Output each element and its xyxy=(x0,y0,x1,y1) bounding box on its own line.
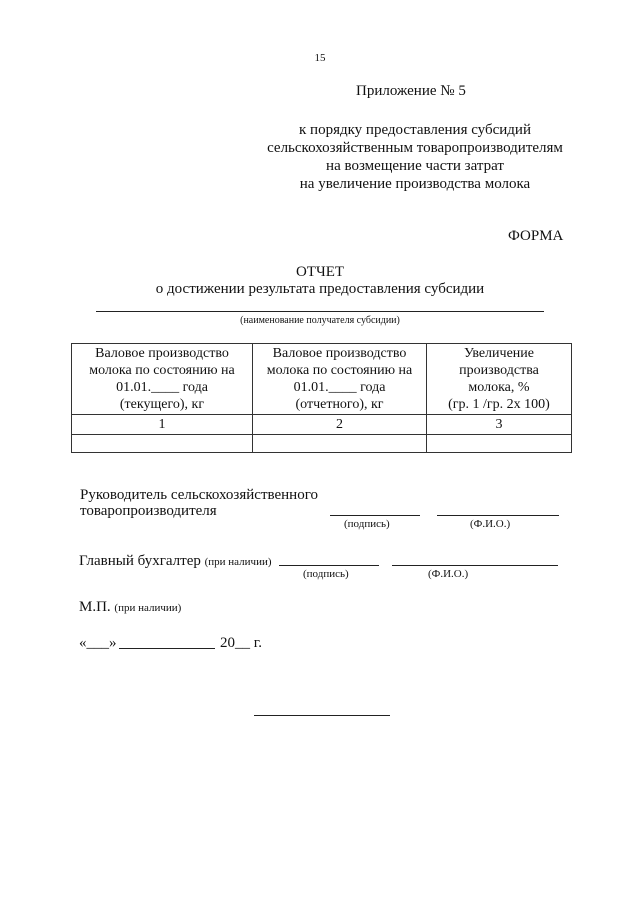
form-label: ФОРМА xyxy=(508,228,564,244)
column-number: 2 xyxy=(253,415,427,435)
accountant-title: Главный бухгалтер xyxy=(79,553,201,569)
table-cell[interactable] xyxy=(72,435,253,453)
column-number: 1 xyxy=(72,415,253,435)
page-number: 15 xyxy=(314,52,326,64)
column-number: 3 xyxy=(427,415,572,435)
appendix-title: Приложение № 5 xyxy=(356,83,466,99)
head-name-caption: (Ф.И.О.) xyxy=(470,518,511,530)
table-row xyxy=(72,435,572,453)
accountant-name-line[interactable] xyxy=(392,565,558,566)
date-year: 20__ г. xyxy=(220,635,262,651)
appendix-line-2: сельскохозяйственным товаропроизводителям xyxy=(267,140,563,156)
appendix-line-4: на увеличение производства молока xyxy=(299,176,531,192)
stamp-label xyxy=(79,598,181,616)
date-day: «___» xyxy=(79,635,117,651)
stamp-note: (при наличии) xyxy=(114,602,182,614)
header-cell-current: Валовое производство молока по состоянию на 01.01.____ года (текущего), кг xyxy=(72,344,253,415)
head-label-line-2: товаропроизводителя xyxy=(80,503,217,519)
head-signature-caption: (подпись) xyxy=(344,518,390,530)
report-table xyxy=(71,343,572,453)
accountant-signature-caption: (подпись) xyxy=(303,568,349,580)
bottom-divider xyxy=(254,715,390,716)
report-subtitle: о достижении результата предоставления субсидии xyxy=(155,281,485,297)
stamp-title: М.П. xyxy=(79,599,111,615)
table-header-row xyxy=(72,344,572,415)
report-title: ОТЧЕТ xyxy=(295,264,345,280)
header-cell-reporting: Валовое производство молока по состоянию на 01.01.____ года (отчетного), кг xyxy=(253,344,427,415)
table-cell[interactable] xyxy=(427,435,572,453)
accountant-label xyxy=(79,552,272,570)
appendix-line-1: к порядку предоставления субсидий xyxy=(299,122,531,138)
appendix-line-3: на возмещение части затрат xyxy=(326,158,504,174)
header-cell-increase: Увеличение производства молока, % (гр. 1 /гр. 2х 100) xyxy=(427,344,572,415)
accountant-note: (при наличии) xyxy=(204,556,272,568)
recipient-line xyxy=(96,311,544,312)
table-cell[interactable] xyxy=(253,435,427,453)
date-month-line[interactable] xyxy=(119,648,215,649)
head-signature-line[interactable] xyxy=(330,515,420,516)
table-number-row xyxy=(72,415,572,435)
recipient-caption: (наименование получателя субсидии) xyxy=(240,315,400,326)
head-name-line[interactable] xyxy=(437,515,559,516)
head-label-line-1: Руководитель сельскохозяйственного xyxy=(80,487,318,503)
accountant-name-caption: (Ф.И.О.) xyxy=(428,568,469,580)
accountant-signature-line[interactable] xyxy=(279,565,379,566)
